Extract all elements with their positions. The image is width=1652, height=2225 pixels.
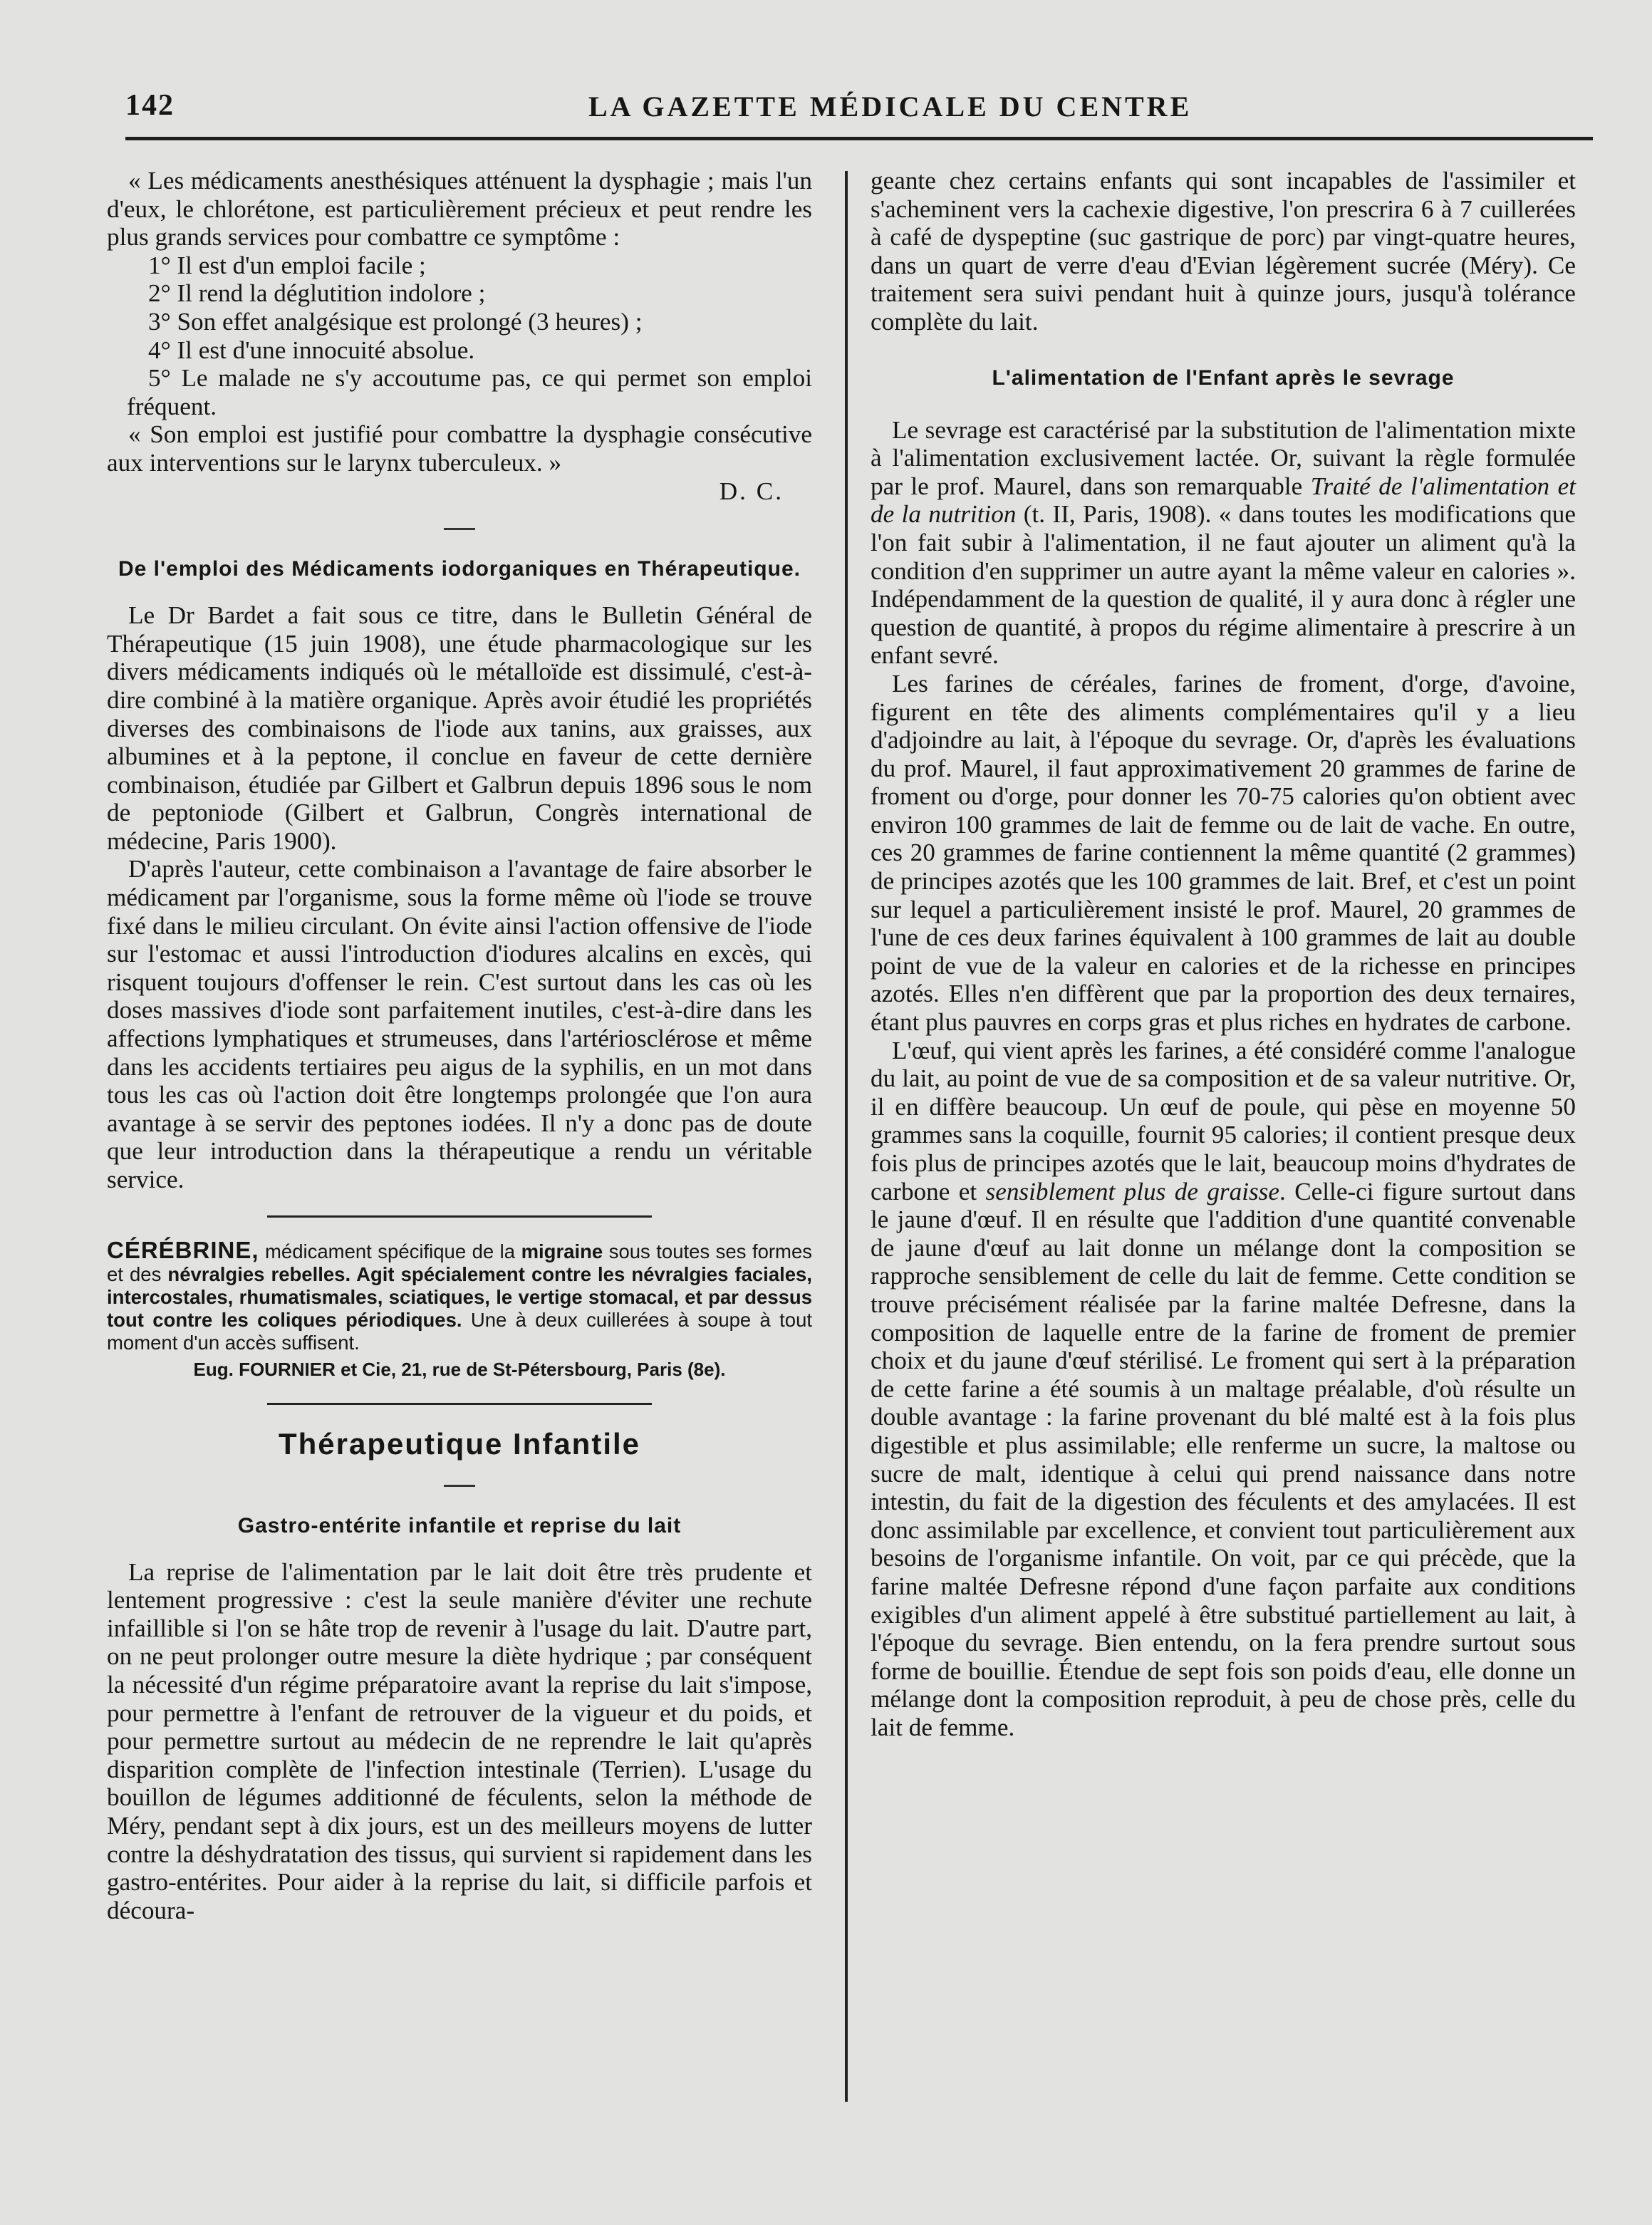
emphasis: sensiblement plus de graisse (985, 1177, 1279, 1205)
advert-lead: CÉRÉBRINE, (107, 1236, 259, 1263)
advert-text: sous toutes ses formes et des (107, 1240, 813, 1285)
paragraph: Les farines de céréales, farines de froment, d'orge, d'avoine, figurent en tête des aliments complémentaires qu'il y a lieu d'adjoindre au lait, à l'époque du sevrage. Or, d'après les évaluations du prof. Maurel, il faut approximativement 20 grammes de farine de froment ou d'orge, pour donner les 70-75 calories qu'on obtient avec environ 100 grammes de lait de femme ou de lait de vache. En outre, ces 20 grammes de farine contiennent la même quantité (2 grammes) de principes azotés que les 100 grammes de lait. Bref, et c'est un point sur lequel a particulièrement insisté le prof. Maurel, 20 grammes de l'une de ces deux farines équivalent à 100 grammes de lait au double point de vue de la valeur en calories et de la richesse en principes azotés. Elles n'en diffèrent que par la proportion des deux ternaires, étant plus pauvres en corps gras et plus riches en hydrates de carbone. (871, 669, 1576, 1037)
paragraph-continued: geante chez certains enfants qui sont incapables de l'assimiler et s'acheminent vers la cachexie digestive, l'on prescrira 6 à 7 cuillerées à café de dyspeptine (suc gastrique de porc) par vingt-quatre heures, dans un quart de verre d'eau d'Evian légèrement sucrée (Méry). Ce traitement sera suivi pendant huit à quinze jours, jusqu'à tolérance complète du lait. (871, 167, 1576, 336)
advert-bold: migraine (521, 1240, 603, 1262)
advert-bottom-rule (267, 1403, 652, 1405)
left-column (107, 167, 812, 1924)
page-header (125, 84, 1593, 127)
section-title-sevrage: L'alimentation de l'Enfant après le sevrage (992, 365, 1455, 390)
book-title: Traité de l'alimentation et de la nutrition (871, 472, 1576, 529)
text-run: . Celle-ci figure surtout dans le jaune d'œuf. Il en résulte que l'addition d'une quantité convenable de jaune d'œuf au lait donne un mélange dont la composition se rapproche sensiblement de celle du lait de femme. Cette condition se trouve précisément réalisée par la farine maltée Defresne, dans la composition de laquelle entre de la farine de froment de premier choix et du jaune d'œuf stérilisé. Le froment qui sert à la préparation de cette farine a été soumis à un maltage préalable, d'où résulte un double avantage : la farine provenant du blé malté est à la fois plus digestible et plus assimilable; elle renferme un sucre, la maltose ou sucre de malt, identique à celui qui prend naissance dans notre intestin, du fait de la digestion des féculents et des amylacées. Il est donc assimilable par excellence, et convient tout particulièrement aux besoins de l'organisme infantile. On voit, par ce qui précède, que la farine maltée Defresne répond d'une façon parfaite aux conditions exigibles d'un aliment appelé à être substitué partiellement au lait, à l'époque du sevrage. Bien entendu, on la fera prendre surtout sous forme de bouillie. Étendue de sept fois son poids d'eau, elle donne un mélange dont la composition reproduit, à peu de chose près, celle du lait de femme. (871, 1177, 1576, 1741)
section-dash (444, 528, 475, 530)
column-divider (845, 171, 848, 2102)
header-rule (125, 137, 1593, 140)
advert-top-rule (267, 1215, 652, 1218)
paragraph: La reprise de l'alimentation par le lait doit être très prudente et lentement progressive : c'est la seule manière d'éviter une rechute infaillible si l'on se hâte trop de revenir à l'usage du lait. D'autre part, on ne peut prolonger outre mesure la diète hydrique ; par conséquent la nécessité d'un régime préparatoire avant la reprise du lait s'impose, pour permettre à l'enfant de retrouver de la vigueur et du poids, et pour permettre surtout au médecin de ne reprendre le lait qu'après disparition complète de l'infection intestinale (Terrien). L'usage du bouillon de légumes additionné de féculents, selon la méthode de Méry, pendant sept à dix jours, est un des meilleurs moyens de lutter contre la déshydratation des tissus, qui survient si rapidement dans les gastro-entérites. Pour aider à la reprise du lait, si difficile parfois et découra- (107, 1557, 812, 1924)
list-item: 4° Il est d'une innocuité absolue. (148, 336, 475, 364)
text-run: L'œuf, qui vient après les farines, a été considéré comme l'analogue du lait, au point de vue de sa composition et de sa valeur nutritive. Or, il en diffère beaucoup. Un œuf de poule, qui pèse en moyenne 50 grammes sans la coquille, fournit 95 calories; il contient presque deux fois plus de principes azotés que le lait, beaucoup moins d'hydrates de carbone et (871, 1036, 1576, 1205)
text-run: Le sevrage est caractérisé par la substitution de l'alimentation mixte à l'alimentation exclusivement lactée. Or, suivant la règle formulée par le prof. Maurel, dans son remarquable (871, 415, 1576, 500)
list-item: 3° Son effet analgésique est prolongé (3 heures) ; (148, 307, 643, 336)
section-title-iodorganiques: De l'emploi des Médicaments iodorganiques en Thérapeutique. (118, 557, 801, 581)
paragraph (871, 1037, 1576, 1742)
cerebrine-advert (107, 1236, 813, 1354)
advert-bold: Agit spécialement contre les névralgies faciales, intercostales, rhumatismales, sciatiques, le vertige stomacal, et par dessus tout contre les (107, 1262, 812, 1331)
page-number: 142 (125, 89, 175, 122)
advert-address: Eug. FOURNIER et Cie, 21, rue de St-Pétersbourg, Paris (8e). (193, 1358, 726, 1380)
advert-bold: coliques périodiques. (257, 1308, 462, 1331)
paragraph: Le Dr Bardet a fait sous ce titre, dans le Bulletin Général de Thérapeutique (15 juin 1908), une étude pharmacologique sur les divers médicaments indiqués où le métalloïde est dissimulé, c'est-à-dire combiné à la matière organique. Après avoir étudié les propriétés diverses des combinaisons de l'iode aux tanins, aux graisses, aux albumines et à la peptone, il conclue en faveur de cette dernière combinaison, étudiée par Gilbert et Galbrun depuis 1896 sous le nom de peptoniode (Gilbert et Galbrun, Congrès international de médecine, Paris 1900). (107, 601, 812, 855)
list-item: 1° Il est d'un emploi facile ; (148, 251, 426, 279)
text-run: (t. II, Paris, 1908). « dans toutes les modifications que l'on fait subir à l'alimentation, il ne faut ajouter un aliment qu'à la condition d'en supprimer un autre ayant la même valeur en calories ». Indépendamment de la question de qualité, il y aura donc à régler une question de quantité, à propos du régime alimentaire à prescrire à un enfant sevré. (871, 500, 1576, 670)
running-title: LA GAZETTE MÉDICALE DU CENTRE (588, 90, 1193, 123)
advert-text: médicament spécifique de la (259, 1240, 521, 1262)
list-item: 2° Il rend la déglutition indolore ; (148, 279, 486, 308)
list-item: 5° Le malade ne s'y accoutume pas, ce qui permet son emploi fréquent. (127, 364, 812, 420)
advert-bold: névralgies rebelles. (167, 1262, 351, 1285)
paragraph (871, 416, 1576, 670)
rubric-title: Thérapeutique Infantile (278, 1426, 641, 1461)
advert-text: Une à deux cuillerées à soupe à tout moment d'un accès suffisent. (107, 1308, 813, 1354)
paragraph: D'après l'auteur, cette combinaison a l'avantage de faire absorber le médicament par l'organisme, sous la forme même où l'iode se trouve fixé dans le milieu circulant. On évite ainsi l'action offensive de l'iode sur l'estomac et aussi l'introduction d'iodures alcalins en excès, qui risquent toujours d'offenser le rein. C'est surtout dans les cas où les doses massives d'iode sont parfaitement inutiles, c'est-à-dire dans les affections lymphatiques et strumeuses, dans l'artériosclérose et même dans les accidents tertiaires peu aigus de la syphilis, en un mot dans tous les cas où l'action doit être longtemps prolongée que l'on aura avantage à se servir des peptones iodées. Il n'y a donc pas de doute que leur introduction dans la thérapeutique a rendu un véritable service. (107, 855, 812, 1193)
section-title-gastro: Gastro-entérite infantile et reprise du lait (237, 1513, 682, 1537)
section-dash (444, 1485, 475, 1487)
quote-intro: « Les médicaments anesthésiques atténuent la dysphagie ; mais l'un d'eux, le chlorétone, est particulièrement précieux et peut rendre les plus grands services pour combattre ce symptôme : (107, 167, 812, 251)
author-signature: D. C. (719, 477, 784, 505)
quote-end: « Son emploi est justifié pour combattre la dysphagie consécutive aux interventions sur le larynx tuberculeux. » (107, 420, 812, 477)
right-column (871, 167, 1576, 1741)
